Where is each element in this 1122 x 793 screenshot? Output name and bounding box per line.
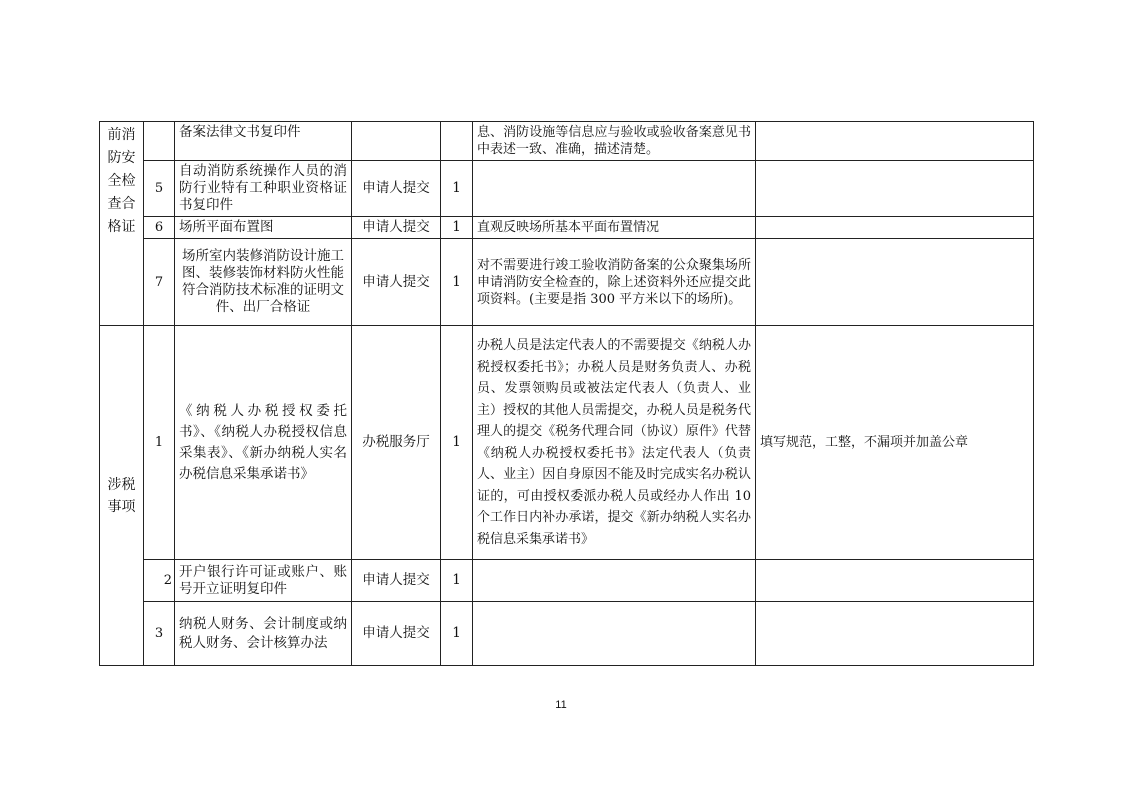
page-number: 11 xyxy=(555,699,567,711)
item-number xyxy=(144,122,175,161)
material-remark xyxy=(756,602,1034,666)
item-number: 3 xyxy=(144,602,175,666)
material-source: 申请人提交 xyxy=(352,161,441,217)
material-remark xyxy=(756,239,1034,326)
copy-count: 1 xyxy=(441,326,473,560)
material-source: 办税服务厅 xyxy=(352,326,441,560)
material-note xyxy=(473,602,756,666)
material-source: 申请人提交 xyxy=(352,602,441,666)
item-number: 2 xyxy=(144,560,175,602)
requirements-table xyxy=(99,121,1034,666)
material-source: 申请人提交 xyxy=(352,239,441,326)
copy-count: 1 xyxy=(441,602,473,666)
material-note: 对不需要进行竣工验收消防备案的公众聚集场所申请消防安全检查的，除上述资料外还应提交此项资料。(主要是指 300 平方米以下的场所)。 xyxy=(473,239,756,326)
copy-count: 1 xyxy=(441,560,473,602)
material-name: 开户银行许可证或账户、账号开立证明复印件 xyxy=(175,560,352,602)
material-name: 纳税人财务、会计制度或纳税人财务、会计核算办法 xyxy=(175,602,352,666)
copy-count xyxy=(441,122,473,161)
item-number: 7 xyxy=(144,239,175,326)
table-row xyxy=(100,602,1034,666)
material-note xyxy=(473,161,756,217)
material-source: 申请人提交 xyxy=(352,560,441,602)
table-row xyxy=(100,161,1034,217)
material-remark xyxy=(756,560,1034,602)
category-cell: 涉税事项 xyxy=(100,326,144,666)
material-name: 自动消防系统操作人员的消防行业特有工种职业资格证书复印件 xyxy=(175,161,352,217)
material-remark: 填写规范，工整，不漏项并加盖公章 xyxy=(756,326,1034,560)
table-row xyxy=(100,217,1034,239)
material-source: 申请人提交 xyxy=(352,217,441,239)
item-number: 1 xyxy=(144,326,175,560)
material-note: 办税人员是法定代表人的不需要提交《纳税人办税授权委托书》；办税人员是财务负责人、办税员、发票领购员或被法定代表人（负责人、业主）授权的其他人员需提交，办税人员是税务代理人的提交《税务代理合同（协议）原件》代替《纳税人办税授权委托书》法定代表人（负责人、业主）因自身原因不能及时完成实名办税认证的，可由授权委派办税人员或经办人作出 10 个工作日内补办承诺，提交《新办纳税人实名办税信息采集承诺书》 xyxy=(473,326,756,560)
material-remark xyxy=(756,122,1034,161)
copy-count: 1 xyxy=(441,217,473,239)
material-note xyxy=(473,560,756,602)
material-remark xyxy=(756,217,1034,239)
copy-count: 1 xyxy=(441,161,473,217)
material-note: 直观反映场所基本平面布置情况 xyxy=(473,217,756,239)
table-row xyxy=(100,239,1034,326)
item-number: 5 xyxy=(144,161,175,217)
table-row xyxy=(100,560,1034,602)
copy-count: 1 xyxy=(441,239,473,326)
material-name: 场所平面布置图 xyxy=(175,217,352,239)
material-remark xyxy=(756,161,1034,217)
table-row xyxy=(100,122,1034,161)
table-row xyxy=(100,326,1034,560)
material-name: 《纳税人办税授权委托书》、《纳税人办税授权信息采集表》、《新办纳税人实名办税信息采集承诺书》 xyxy=(175,326,352,560)
category-cell: 前消防安全检查合格证 xyxy=(100,122,144,326)
material-name: 备案法律文书复印件 xyxy=(175,122,352,161)
material-name: 场所室内装修消防设计施工图、装修装饰材料防火性能符合消防技术标准的证明文件、出厂合格证 xyxy=(175,239,352,326)
material-note: 息、消防设施等信息应与验收或验收备案意见书中表述一致、准确，描述清楚。 xyxy=(473,122,756,161)
item-number: 6 xyxy=(144,217,175,239)
material-source xyxy=(352,122,441,161)
